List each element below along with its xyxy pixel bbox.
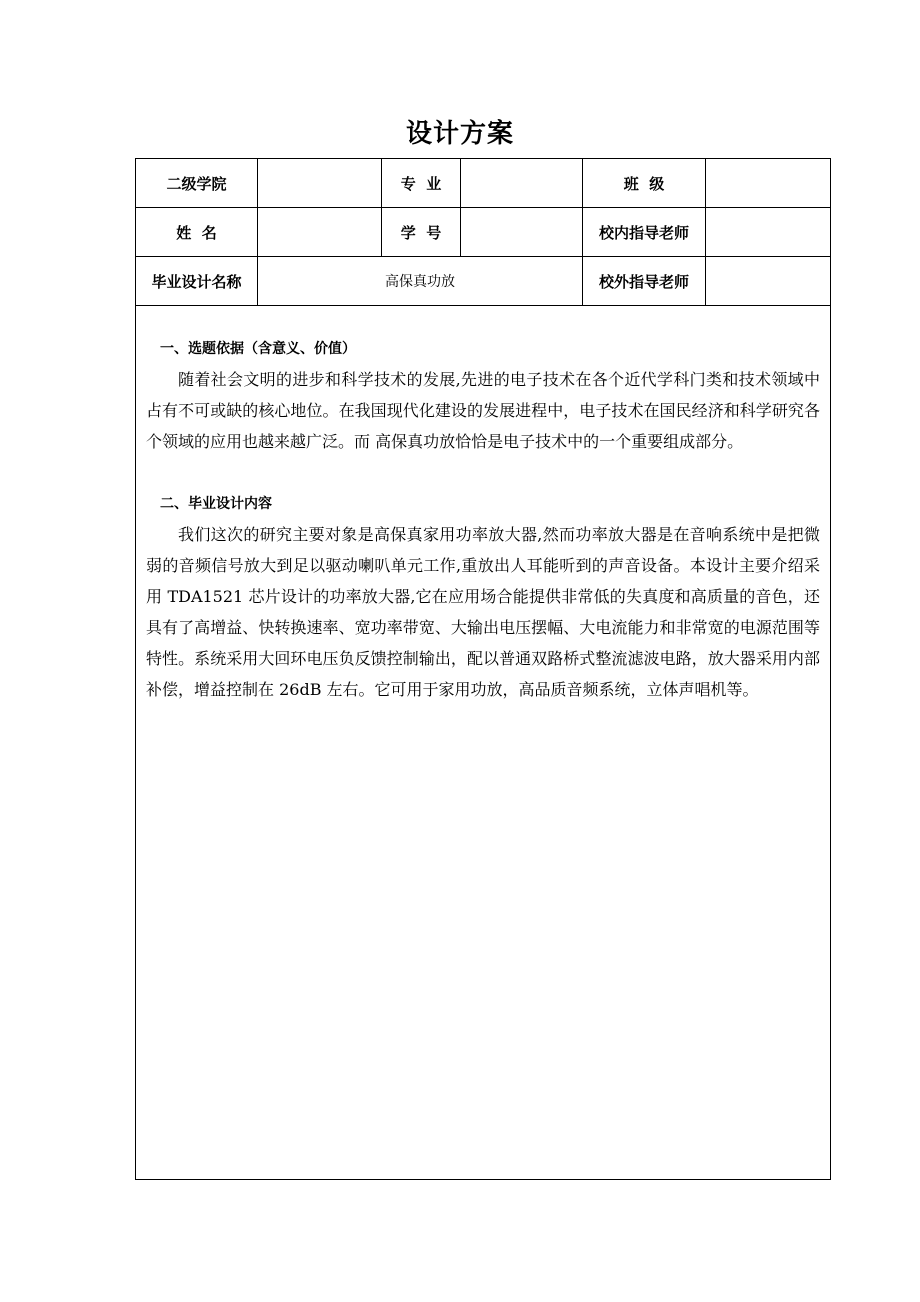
external-advisor-field[interactable]	[706, 257, 831, 306]
internal-advisor-label: 校内指导老师	[583, 208, 706, 257]
project-name-label: 毕业设计名称	[136, 257, 258, 306]
student-id-field[interactable]	[461, 208, 583, 257]
section-text-basis: 随着社会文明的进步和科学技术的发展,先进的电子技术在各个近代学科门类和技术领域中占有不可或缺的核心地位。在我国现代化建设的发展进程中，电子技术在国民经济和科学研究各个领域的应用也越来越广泛。而 高保真功放恰恰是电子技术中的一个重要组成部分。	[146, 370, 820, 451]
internal-advisor-field[interactable]	[706, 208, 831, 257]
name-label: 姓 名	[136, 208, 258, 257]
form-row-project	[136, 257, 831, 306]
class-label: 班 级	[583, 159, 706, 208]
form-row-name	[136, 208, 831, 257]
college-field[interactable]	[258, 159, 382, 208]
form-row-content	[136, 306, 831, 1180]
section-heading-basis: 一、选题依据（含意义、价值）	[160, 341, 356, 357]
document-title: 设计方案	[405, 119, 514, 149]
content-area	[136, 306, 831, 1180]
external-advisor-label: 校外指导老师	[583, 257, 706, 306]
student-id-label: 学 号	[382, 208, 461, 257]
class-field[interactable]	[706, 159, 831, 208]
section-heading-content: 二、毕业设计内容	[160, 496, 272, 512]
college-label: 二级学院	[136, 159, 258, 208]
name-field[interactable]	[258, 208, 382, 257]
form-row-college	[136, 159, 831, 208]
major-field[interactable]	[461, 159, 583, 208]
design-form-table	[135, 158, 831, 1180]
major-label: 专 业	[382, 159, 461, 208]
section-text-content: 我们这次的研究主要对象是高保真家用功率放大器,然而功率放大器是在音响系统中是把微弱的音频信号放大到足以驱动喇叭单元工作,重放出人耳能听到的声音设备。本设计主要介绍采用 TDA1521 芯片设计的功率放大器,它在应用场合能提供非常低的失真度和高质量的音色，还具有了高增益、快转换速率、宽功率带宽、大输出电压摆幅、大电流能力和非常宽的电源范围等特性。系统采用大回环电压负反馈控制输出，配以普通双路桥式整流滤波电路，放大器采用内部补偿，增益控制在 26dB 左右。它可用于家用功放，高品质音频系统，立体声唱机等。	[146, 525, 820, 699]
project-name-value[interactable]: 高保真功放	[258, 257, 583, 306]
